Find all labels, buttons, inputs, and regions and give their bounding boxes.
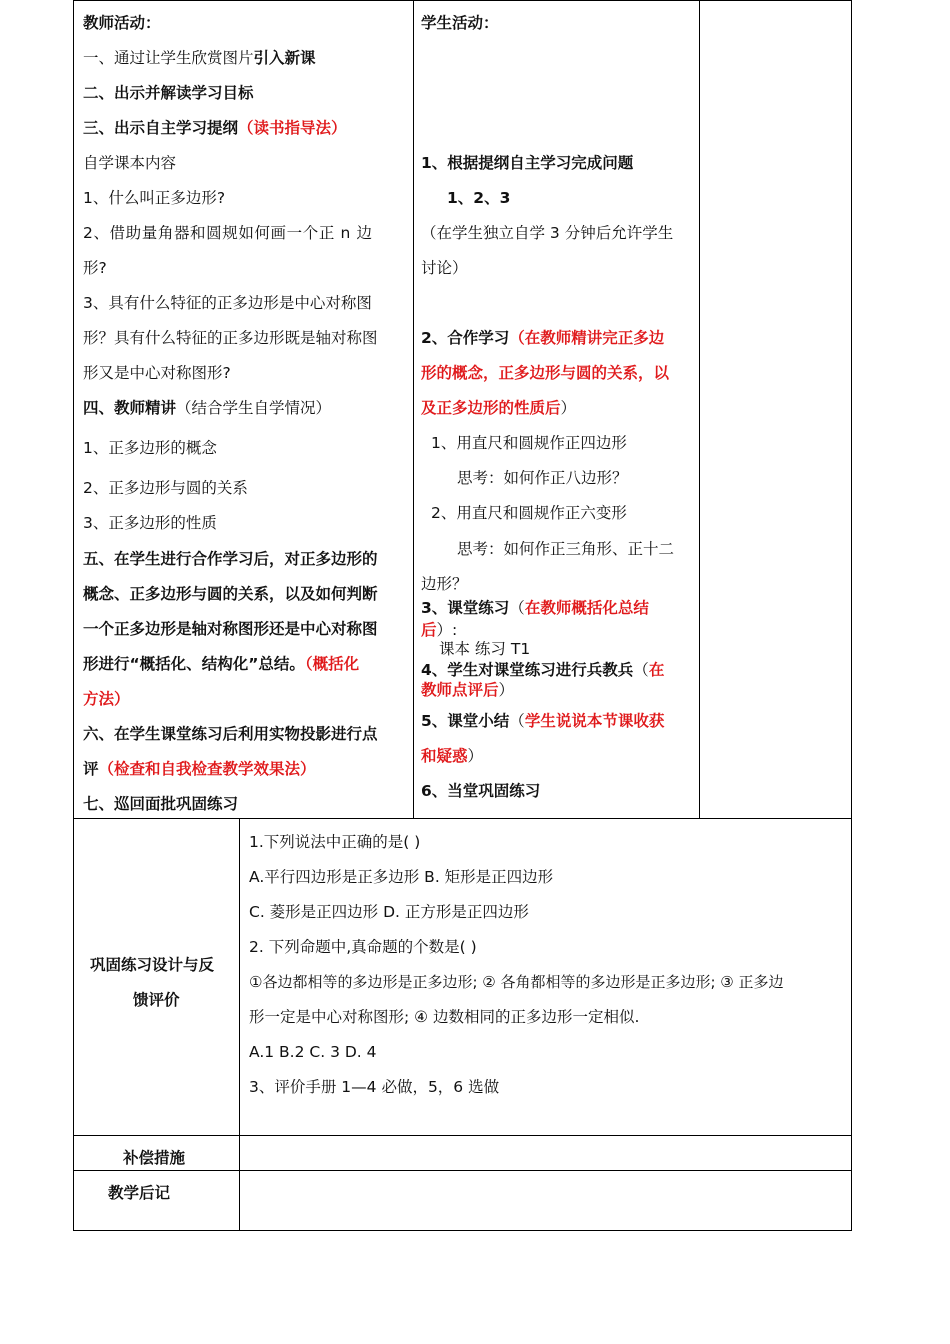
practice-question-2: 2. 下列命题中,真命题的个数是( ): [249, 938, 477, 956]
column-divider-label: [239, 818, 240, 1231]
teacher-step-3: 三、出示自主学习提纲（读书指导法）: [83, 119, 347, 137]
student-heading: 学生活动：: [421, 14, 499, 32]
practice-question-2-line-2: 形一定是中心对称图形; ④ 边数相同的正多边形一定相似.: [249, 1008, 640, 1026]
question-2-line-1: 2、借助量角器和圆规如何画一个正 n 边: [83, 224, 373, 242]
table-rule-remedy-bottom: [73, 1170, 852, 1171]
student-step-3-line-1: 3、课堂练习（在教师概括化总结: [421, 599, 649, 617]
practice-label-line-1: 巩固练习设计与反: [90, 956, 215, 974]
student-step-2-line-3: 及正多边形的性质后）: [421, 399, 577, 417]
student-step-4-line-2: 教师点评后）: [421, 681, 515, 699]
student-step-3-line-3: 课本 练习 T1: [439, 640, 531, 658]
self-study-label: 自学课本内容: [83, 154, 177, 172]
table-rule-practice-top: [73, 818, 852, 819]
question-3-line-3: 形又是中心对称图形?: [83, 364, 231, 382]
practice-question-2-line-1: ①各边都相等的多边形是正多边形; ② 各角都相等的多边形是正多边形; ③ 正多边: [249, 973, 784, 991]
construction-2: 2、用直尺和圆规作正六变形: [431, 504, 627, 522]
point-1: 1、正多边形的概念: [83, 439, 217, 457]
teacher-step-7: 七、巡回面批巩固练习: [83, 795, 239, 813]
table-border-top: [73, 0, 852, 1]
table-border-left: [73, 0, 74, 1231]
teacher-step-6-line-2: 评（检查和自我检查教学效果法）: [83, 760, 316, 778]
question-3-line-1: 3、具有什么特征的正多边形是中心对称图: [83, 294, 372, 312]
practice-question-2-options: A.1 B.2 C. 3 D. 4: [249, 1043, 377, 1061]
practice-question-1-options-ab: A.平行四边形是正多边形 B. 矩形是正四边形: [249, 868, 554, 886]
construction-1: 1、用直尺和圆规作正四边形: [431, 434, 627, 452]
student-step-1-items: 1、2、3: [447, 189, 511, 207]
teacher-step-1: 一、通过让学生欣赏图片引入新课: [83, 49, 316, 67]
practice-label-line-2: 馈评价: [133, 991, 180, 1009]
teacher-step-5-line-4: 形进行“概括化、结构化”总结。（概括化: [83, 655, 360, 673]
student-step-4-line-1: 4、学生对课堂练习进行兵教兵（在: [421, 661, 665, 679]
practice-question-3: 3、评价手册 1—4 必做，5，6 选做: [249, 1078, 500, 1096]
question-1: 1、什么叫正多边形?: [83, 189, 226, 207]
remedy-label: 补偿措施: [123, 1149, 186, 1167]
teacher-step-6-line-1: 六、在学生课堂练习后利用实物投影进行点: [83, 725, 378, 743]
student-step-1: 1、根据提纲自主学习完成问题: [421, 154, 634, 172]
teacher-step-5-line-5: 方法）: [83, 690, 130, 708]
question-3-line-2: 形？具有什么特征的正多边形既是轴对称图: [83, 329, 378, 347]
table-rule-practice-bottom: [73, 1135, 852, 1136]
student-step-1-note-line-1: （在学生独立自学 3 分钟后允许学生: [421, 224, 674, 242]
student-step-3-line-2: 后）:: [421, 621, 458, 639]
teacher-step-2: 二、出示并解读学习目标: [83, 84, 254, 102]
table-border-right: [851, 0, 852, 1231]
construction-2-think-line-1: 思考：如何作正三角形、正十二: [457, 540, 675, 558]
point-2: 2、正多边形与圆的关系: [83, 479, 248, 497]
student-step-2-line-2: 形的概念，正多边形与圆的关系，以: [421, 364, 670, 382]
construction-2-think-line-2: 边形？: [421, 575, 468, 593]
teaching-notes-label: 教学后记: [108, 1184, 171, 1202]
construction-1-think: 思考：如何作正八边形？: [457, 469, 628, 487]
practice-question-1: 1.下列说法中正确的是( ): [249, 833, 421, 851]
teacher-step-5-line-3: 一个正多边形是轴对称图形还是中心对称图: [83, 620, 378, 638]
practice-question-1-options-cd: C. 菱形是正四边形 D. 正方形是正四边形: [249, 903, 529, 921]
teacher-step-4: 四、教师精讲（结合学生自学情况）: [83, 399, 332, 417]
table-border-bottom: [73, 1230, 852, 1231]
teacher-step-5-line-2: 概念、正多边形与圆的关系，以及如何判断: [83, 585, 378, 603]
column-divider-teacher-student: [413, 0, 414, 818]
student-step-2-line-1: 2、合作学习（在教师精讲完正多边: [421, 329, 665, 347]
student-step-6: 6、当堂巩固练习: [421, 782, 541, 800]
teacher-heading: 教师活动：: [83, 14, 161, 32]
student-step-5-line-2: 和疑惑）: [421, 747, 484, 765]
point-3: 3、正多边形的性质: [83, 514, 217, 532]
student-step-5-line-1: 5、课堂小结（学生说说本节课收获: [421, 712, 665, 730]
column-divider-student-remarks: [699, 0, 700, 818]
student-step-1-note-line-2: 讨论）: [421, 259, 468, 277]
teacher-step-5-line-1: 五、在学生进行合作学习后，对正多边形的: [83, 550, 378, 568]
question-2-line-2: 形?: [83, 259, 107, 277]
